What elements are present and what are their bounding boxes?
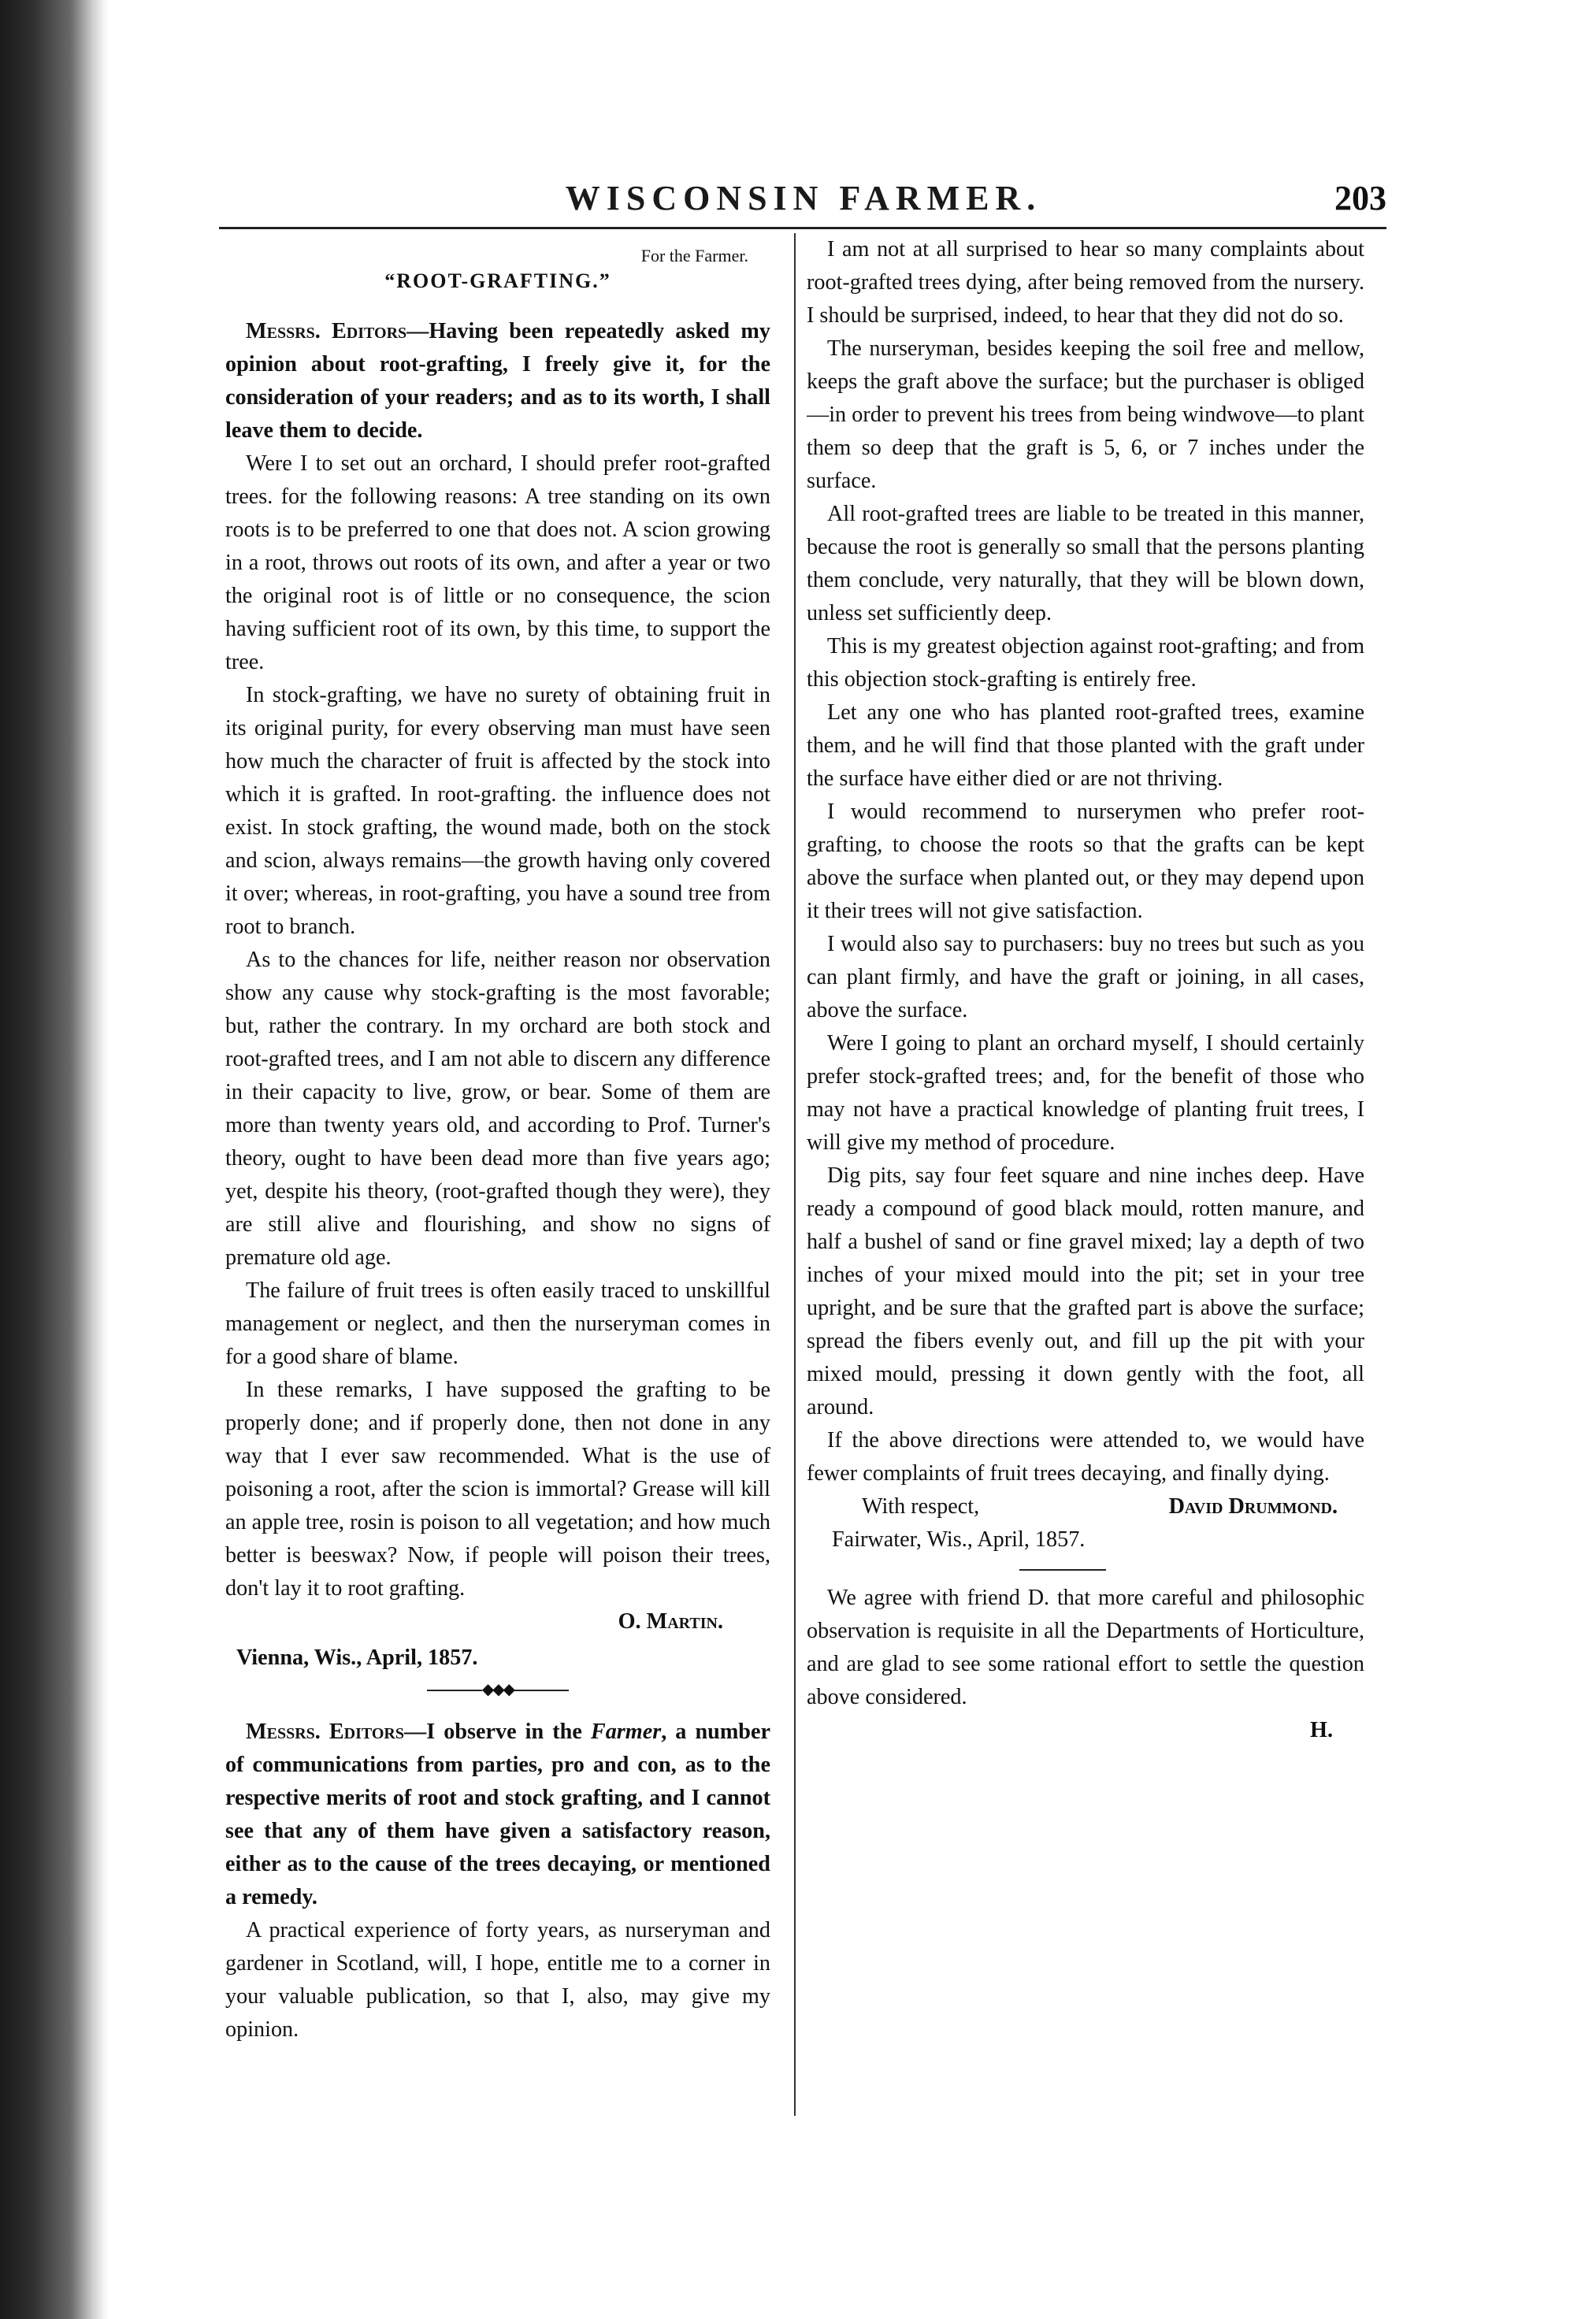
paragraph: [225, 315, 770, 447]
page-header: [221, 178, 1386, 225]
paragraph: I would also say to purchasers: buy no trees but such as you can plant firmly, and have the graft or joining, in all cases, above the surface.: [807, 932, 1364, 1022]
paragraph: As to the chances for life, neither reason nor observation show any cause why stock-grafting is the most favorable; but, rather the contrary. In my orchard are both stock and root-grafted trees, and I am not able to discern any difference in their capacity to live, grow, or bear. Some of them are more than twenty years old, and according to Prof. Turner's theory, ought to have been dead more than five years ago; yet, despite his theory, (root-grafted though they were), they are still alive and flourishing, and show no signs of premature old age.: [225, 948, 770, 1270]
salutation: Messrs. Editors: [246, 319, 407, 343]
paragraph: This is my greatest objection against root-grafting; and from this objection stock-grafting is entirely free.: [807, 634, 1364, 692]
paragraph: The failure of fruit trees is often easily traced to unskillful management or neglect, and then the nurseryman comes in for a good share of blame.: [225, 1278, 770, 1369]
paragraph: I would recommend to nurserymen who prefer root-grafting, to choose the roots so that the grafts can be kept above the surface when planted out, or they may depend upon it their trees will not give satisfaction.: [807, 800, 1364, 923]
signature: O. Martin.: [618, 1609, 723, 1634]
paragraph: Dig pits, say four feet square and nine inches deep. Have ready a compound of good black mould, rotten manure, and half a bushel of sand or fine gravel mixed; lay a depth of two inches of your mixed mould into the pit; set in your tree upright, and be sure that the grafted part is above the surface; spread the fibers evenly out, and fill up the pit with your mixed mould, pressing it down gently with the foot, all around.: [807, 1163, 1364, 1419]
dateline: Fairwater, Wis., April, 1857.: [832, 1527, 1086, 1552]
article-byline: For the Farmer.: [640, 246, 748, 265]
paragraph: A practical experience of forty years, as nurseryman and gardener in Scotland, will, I hope, entitle me to a corner in your valuable publication, so that I, also, may give my opinion.: [225, 1918, 770, 2042]
header-rule: [219, 227, 1386, 229]
editor-note: We agree with friend D. that more careful and philosophic observation is requisite in all the Departments of Horticulture, and are glad to see some rational effort to settle the question above considered.: [807, 1586, 1364, 1709]
paragraph: In stock-grafting, we have no surety of obtaining fruit in its original purity, for every observing man must have seen how much the character of fruit is affected by the stock into which it is grafted. In root-grafting. the influence does not exist. In stock grafting, the wound made, both on the stock and scion, always remains—the growth having only covered it over; whereas, in root-grafting, you have a sound tree from root to branch.: [225, 683, 770, 939]
editor-note-end: [807, 1714, 1364, 1747]
right-column: [807, 233, 1364, 2124]
paragraph: I am not at all surprised to hear so many complaints about root-grafted trees dying, after being removed from the nursery. I should be surprised, indeed, to hear that they did not do so.: [807, 237, 1364, 328]
scan-binding-edge: [0, 0, 109, 2319]
signature: David Drummond.: [1168, 1494, 1338, 1519]
closing-line: [807, 1490, 1364, 1523]
section-ornament: ◆◆◆: [225, 1679, 770, 1700]
paragraph: In these remarks, I have supposed the grafting to be properly done; and if properly done, then not done in any way that I ever saw recommended. What is the use of poisoning a root, after the scion is immortal? Grease will kill an apple tree, rosin is poison to all vegetation; and how much better is beeswax? Now, if people will poison their trees, don't lay it to root grafting.: [225, 1378, 770, 1601]
paragraph: Messrs. Editors—I observe in the Farmer, a number of communications from parties, pro and con, as to the respective merits of root and stock grafting, and I cannot see that any of them have given a satisfactory reason, either as to the cause of the trees decaying, or mentioned a remedy.: [225, 1720, 770, 1909]
article-title: “ROOT-GRAFTING.”: [384, 269, 611, 292]
column-divider: [794, 233, 796, 2116]
editor-rule: [1019, 1569, 1106, 1571]
paragraph: If the above directions were attended to, we would have fewer complaints of fruit trees decaying, and finally dying.: [807, 1428, 1364, 1486]
running-head: WISCONSIN FARMER.: [565, 179, 1042, 217]
page-number: 203: [1334, 179, 1386, 217]
paragraph: The nurseryman, besides keeping the soil free and mellow, keeps the graft above the surface; but the purchaser is obliged—in order to prevent his trees from being windwove—to plant them so deep that the graft is 5, 6, or 7 inches under the surface.: [807, 336, 1364, 493]
paragraph-text: —Having been repeatedly asked my opinion about root-grafting, I freely give it, for the consideration of your readers; and as to its worth, I shall leave them to decide.: [225, 319, 770, 443]
paragraph: Let any one who has planted root-grafted trees, examine them, and he will find that those planted with the graft under the surface have either died or are not thriving.: [807, 700, 1364, 791]
paragraph: Were I going to plant an orchard myself, I should certainly prefer stock-grafted trees; and, for the benefit of those who may not have a practical knowledge of planting fruit trees, I will give my method of procedure.: [807, 1031, 1364, 1155]
closing: With respect,: [862, 1494, 980, 1519]
salutation: Messrs. Editors: [246, 1720, 405, 1744]
paragraph: All root-grafted trees are liable to be treated in this manner, because the root is generally so small that the persons planting them conclude, very naturally, that they will be blown down, unless set sufficiently deep.: [807, 502, 1364, 625]
paragraph: Were I to set out an orchard, I should prefer root-grafted trees. for the following reasons: A tree standing on its own roots is to be preferred to one that does not. A scion growing in a root, throws out roots of its own, and after a year or two the original root is of little or no consequence, the scion having sufficient root of its own, by this time, to support the tree.: [225, 451, 770, 674]
left-column: [225, 233, 770, 2124]
editor-initial: H.: [1310, 1718, 1333, 1742]
dateline: Vienna, Wis., April, 1857.: [236, 1646, 478, 1670]
